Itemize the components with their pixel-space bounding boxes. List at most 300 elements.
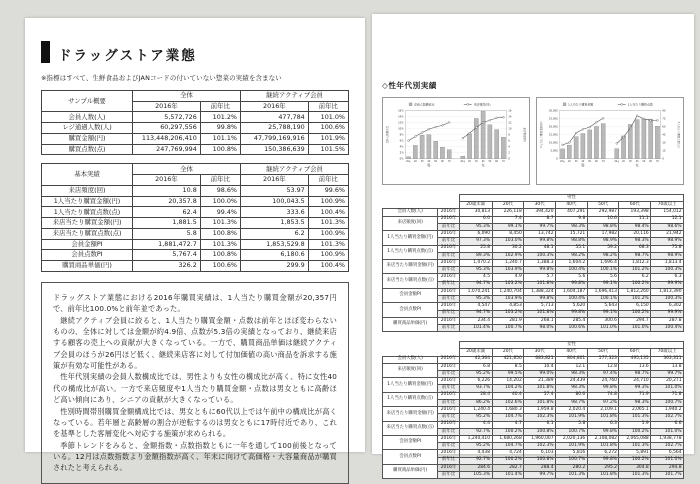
year-cell: 2016年 [438, 288, 460, 295]
year-cell: 前年比 [438, 443, 460, 450]
table-row [383, 356, 684, 363]
table-row [42, 112, 349, 123]
value-cell: 94.7% [459, 281, 492, 288]
left-page [25, 18, 365, 473]
value-cell: 5,816 [556, 450, 588, 457]
value-cell: 101.8% [524, 310, 556, 317]
value-cell: 577,323 [587, 356, 619, 363]
value-cell: 101.8% [587, 472, 619, 479]
age-column-header: 50代 [587, 202, 619, 209]
value-cell: 101.0% [619, 324, 651, 331]
svg-text:20,000: 20,000 [548, 125, 558, 129]
metric-label: 会員金額PI [383, 288, 438, 302]
value-cell: 150,386,639 [241, 144, 309, 155]
row-label: 購買金額(円) [42, 133, 133, 144]
value-cell: 98.3% [556, 385, 588, 392]
value-cell: 100.2% [492, 428, 524, 435]
value-cell: 103.9% [492, 267, 524, 274]
value-cell: 99.8% [524, 238, 556, 245]
value-cell: 100.2% [619, 310, 651, 317]
value-cell: 98.9% [651, 238, 684, 245]
svg-text:会員人数構成比: 会員人数構成比 [413, 102, 435, 107]
value-cell: 24,710 [619, 378, 651, 385]
value-cell: 1,881,472.7 [133, 239, 201, 250]
value-cell: 100.6% [200, 261, 240, 272]
value-cell: 98.3% [619, 399, 651, 406]
svg-text:男: 男 [581, 163, 585, 168]
value-cell: 6,226 [459, 378, 492, 385]
age-column-header: 70歳以上 [651, 202, 684, 209]
year-cell: 2016年 [438, 464, 460, 471]
column-group-header: 全体 [133, 164, 241, 175]
value-cell: 101.9% [308, 133, 348, 144]
metric-label: 購買商品単価(円) [383, 317, 438, 331]
age-column-header: 60代 [619, 349, 651, 356]
chart-member-composition-frequency [382, 97, 530, 185]
value-cell: 1,604,187 [556, 288, 588, 295]
svg-text:20未: 20未 [614, 159, 620, 163]
svg-text:12: 12 [508, 121, 512, 125]
value-cell: 101.3% [308, 239, 348, 250]
value-cell: 99.8% [587, 457, 619, 464]
value-cell: 17,982 [587, 231, 619, 238]
value-cell: 101.3% [200, 218, 240, 229]
svg-text:会員人数構成比: 会員人数構成比 [386, 125, 390, 144]
value-cell: 24,760 [587, 378, 619, 385]
value-cell: 1,604.2 [556, 259, 588, 266]
value-cell: 5.9 [619, 421, 651, 428]
value-cell: 4.9 [492, 274, 524, 281]
metric-label: 来店当たり購買金額(円) [383, 407, 438, 421]
value-cell: 101.2% [619, 296, 651, 303]
value-cell: 53.97 [241, 185, 309, 196]
value-cell: 281.9 [492, 317, 524, 324]
value-cell: 101.0% [651, 385, 684, 392]
value-cell: 6.8 [459, 363, 492, 370]
svg-text:30: 30 [474, 159, 478, 163]
value-cell: 71.9 [619, 392, 651, 399]
sample-summary-table [41, 90, 349, 155]
age-column-header: 20歳未満 [459, 349, 492, 356]
value-cell: 99.5% [492, 371, 524, 378]
value-cell: 1,680.3 [492, 407, 524, 414]
row-label: レジ通過人数(人) [42, 123, 133, 134]
value-cell: 6,564 [651, 450, 684, 457]
svg-text:20: 20 [622, 159, 625, 163]
value-cell: 80.6 [556, 392, 588, 399]
header-row [383, 202, 684, 209]
value-cell: 5.6 [587, 274, 619, 281]
svg-text:1人当たり購買点数: 1人当たり購買点数 [627, 102, 653, 107]
row-label: 1人当たり購買金額(円) [42, 196, 133, 207]
year-cell: 2016年 [438, 392, 460, 399]
value-cell: 100.3% [651, 267, 684, 274]
basic-results-table [41, 163, 349, 271]
value-cell: 2,065.1 [619, 407, 651, 414]
metric-label: 来店当たり購買点数(点) [383, 421, 438, 435]
value-cell: 94.7% [459, 310, 492, 317]
sub-column-header: 前年比 [308, 101, 348, 112]
value-cell: 100,043.5 [241, 196, 309, 207]
table-row [42, 133, 349, 144]
value-cell: 100.6% [556, 324, 588, 331]
value-cell: 421,850 [492, 356, 524, 363]
svg-text:30: 30 [420, 159, 424, 163]
year-cell: 前年比 [438, 371, 460, 378]
value-cell: 100.2% [619, 281, 651, 288]
svg-text:0%: 0% [399, 157, 404, 161]
value-cell: 100.7% [556, 457, 588, 464]
year-cell: 2016年 [438, 356, 460, 363]
female-age-table [382, 341, 684, 479]
age-column-header: 20代 [492, 202, 524, 209]
svg-text:4%: 4% [399, 145, 404, 149]
value-cell: 326.2 [133, 261, 201, 272]
value-cell: 71.8 [651, 392, 684, 399]
value-cell: 100.9% [308, 196, 348, 207]
value-cell: 100.7% [492, 324, 524, 331]
svg-text:60: 60 [662, 125, 666, 129]
value-cell: 99.7% [651, 371, 684, 378]
value-cell: 101.3% [619, 414, 651, 421]
value-cell: 101.5% [308, 144, 348, 155]
age-column-header: 30代 [524, 349, 556, 356]
column-group-header: 継続アクティブ会員 [241, 91, 349, 102]
value-cell: 100.8% [200, 250, 240, 261]
value-cell: 20,271 [651, 378, 684, 385]
value-cell: 5,891 [619, 450, 651, 457]
svg-text:45: 45 [662, 133, 666, 137]
svg-text:15,000: 15,000 [548, 133, 558, 137]
svg-text:16: 16 [508, 109, 512, 113]
age-column-header: 40代 [556, 202, 588, 209]
value-cell: 5,767.4 [133, 250, 201, 261]
value-cell: 1,940.2 [651, 407, 684, 414]
gender-header: 女性 [459, 342, 683, 349]
value-cell: 102.3% [524, 414, 556, 421]
year-cell: 2016年 [438, 421, 460, 428]
value-cell: 6.0 [459, 216, 492, 223]
value-cell: 100.0% [200, 196, 240, 207]
value-cell: 1,680,268 [492, 436, 524, 443]
value-cell: 24,439 [556, 378, 588, 385]
value-cell: 10.6 [587, 216, 619, 223]
value-cell: 12.1 [651, 216, 684, 223]
sub-column-header: 2016年 [241, 101, 309, 112]
year-cell: 2016年 [438, 259, 460, 266]
value-cell: 101.0% [651, 457, 684, 464]
year-cell: 2016年 [438, 378, 460, 385]
value-cell: 10.4 [524, 363, 556, 370]
table-row [42, 185, 349, 196]
svg-text:4: 4 [508, 145, 510, 149]
value-cell: 100.8% [524, 428, 556, 435]
svg-text:1人当たり購買金額: 1人当たり購買金額 [567, 102, 594, 107]
value-cell: 99.8% [556, 310, 588, 317]
value-cell: 101.3% [308, 218, 348, 229]
year-cell: 前年比 [438, 428, 460, 435]
table-head [383, 195, 684, 209]
value-cell: 12.8 [587, 363, 619, 370]
value-cell: 6,180.6 [241, 250, 309, 261]
value-cell: 1,696,413 [587, 288, 619, 295]
svg-text:15: 15 [662, 149, 666, 153]
value-cell: 104.7% [492, 414, 524, 421]
year-cell: 前年比 [438, 310, 460, 317]
value-cell: 282.7 [492, 464, 524, 471]
table-row [383, 363, 684, 370]
table-row [383, 288, 684, 295]
value-cell: 102.7% [651, 414, 684, 421]
value-cell: 74.8 [587, 392, 619, 399]
value-cell: 13,742 [524, 231, 556, 238]
svg-text:0: 0 [556, 157, 558, 161]
value-cell: 100.3% [651, 296, 684, 303]
table-row [383, 259, 684, 266]
value-cell: 683,821 [524, 356, 556, 363]
value-cell: 477,784 [241, 112, 309, 123]
value-cell: 101.4% [459, 324, 492, 331]
value-cell: 102.3% [524, 443, 556, 450]
table-row [383, 231, 684, 238]
row-label: 購買商品単価(円) [42, 261, 133, 272]
value-cell: 1,959.8 [524, 407, 556, 414]
value-cell: 6.1 [524, 421, 556, 428]
value-cell: 100.2% [619, 428, 651, 435]
value-cell: 99.4% [200, 207, 240, 218]
svg-text:14: 14 [508, 115, 512, 119]
value-cell: 8.7 [524, 216, 556, 223]
value-cell: 100.2% [492, 457, 524, 464]
value-cell: 288.4 [524, 464, 556, 471]
table-row [42, 239, 349, 250]
value-cell: 99.8% [556, 281, 588, 288]
table-body [383, 209, 684, 332]
year-cell: 前年比 [438, 223, 460, 230]
value-cell: 268.1 [524, 317, 556, 324]
year-cell: 前年比 [438, 238, 460, 245]
title-marker-bar-icon [41, 41, 50, 63]
metric-label: 会員人数(人) [383, 209, 438, 216]
value-cell: 4.7 [492, 421, 524, 428]
value-cell: 99.9% [651, 281, 684, 288]
value-cell: 75.8 [651, 245, 684, 252]
table-row [42, 123, 349, 134]
section-title-block [41, 44, 349, 64]
value-cell: 99.7% [524, 223, 556, 230]
value-cell: 48.1 [524, 245, 556, 252]
value-cell: 294.7 [619, 317, 651, 324]
section-heading: ◇性年代別実績 [382, 81, 437, 90]
value-cell: 1,388,324 [524, 288, 556, 295]
value-cell: 14,202 [492, 378, 524, 385]
value-cell: 1,813,390 [651, 288, 684, 295]
value-cell: 6,272 [587, 450, 619, 457]
value-cell: 394,420 [524, 209, 556, 216]
age-column-header: 50代 [587, 349, 619, 356]
bar-line-chart [383, 98, 529, 184]
value-cell: 98.8% [556, 238, 588, 245]
value-cell: 1,240,410 [459, 436, 492, 443]
svg-text:1人当たり購買金額(円): 1人当たり購買金額(円) [540, 121, 544, 148]
age-column-header: 30代 [524, 202, 556, 209]
header-row [383, 349, 684, 356]
value-cell: 95.2% [459, 443, 492, 450]
value-cell: 6,090 [459, 231, 492, 238]
svg-text:来店頻度(回): 来店頻度(回) [473, 102, 491, 107]
value-cell: 99.1% [492, 223, 524, 230]
value-cell: 103.9% [492, 296, 524, 303]
charts-row [382, 97, 684, 185]
ghost-cell [383, 195, 460, 202]
value-cell: 101.9% [556, 443, 588, 450]
value-cell: 2,020.4 [556, 407, 588, 414]
value-cell: 284.6 [459, 464, 492, 471]
year-cell: 前年比 [438, 414, 460, 421]
value-cell: 100.3% [524, 252, 556, 259]
header-row [383, 342, 684, 349]
value-cell: 103.0% [492, 238, 524, 245]
value-cell: 101.8% [524, 399, 556, 406]
year-cell: 前年比 [438, 385, 460, 392]
value-cell: 100.8% [200, 228, 240, 239]
table-row [383, 464, 684, 471]
value-cell: 1,240.4 [459, 407, 492, 414]
value-cell: 20,357.8 [133, 196, 201, 207]
svg-text:2%: 2% [399, 151, 404, 155]
value-cell: 98.0% [524, 324, 556, 331]
value-cell: 100.7% [556, 428, 588, 435]
value-cell: 21,389 [524, 378, 556, 385]
value-cell: 98.6% [651, 223, 684, 230]
sub-column-header: 前年比 [308, 175, 348, 186]
sub-column-header: 前年比 [200, 175, 240, 186]
value-cell: 102.7% [651, 443, 684, 450]
row-label: 来店当たり購買点数(点) [42, 228, 133, 239]
value-cell: 2,065,088 [619, 436, 651, 443]
table-body [42, 112, 349, 155]
value-cell: 304.8 [619, 464, 651, 471]
value-cell: 98.9% [587, 238, 619, 245]
svg-text:2: 2 [508, 151, 510, 155]
value-cell: 1,070.2 [459, 259, 492, 266]
table-head [42, 91, 349, 112]
value-cell: 2,108,082 [587, 436, 619, 443]
year-cell: 2016年 [438, 216, 460, 223]
column-group-header: 継続アクティブ会員 [241, 164, 349, 175]
metric-label: 1人当たり購買金額(円) [383, 231, 438, 245]
table-row [383, 421, 684, 428]
value-cell: 98.2% [587, 252, 619, 259]
value-cell: 97.2% [587, 399, 619, 406]
value-cell: 333.6 [241, 207, 309, 218]
metric-label: 会員金額PI [383, 436, 438, 450]
commentary-paragraph: 季節トレンドをみると、金額指数・点数指数ともに一年を通して100前後となっている。12月は点数指数より金額指数が高く、年末に向けて高価格・大容量商品が購買されたと考えられる。 [53, 440, 337, 473]
table-row [383, 392, 684, 399]
value-cell: 100.8% [524, 457, 556, 464]
value-cell: 5.7 [524, 274, 556, 281]
table-title-cell: サンプル概要 [42, 91, 133, 112]
value-cell: 1,240.7 [492, 259, 524, 266]
value-cell: 9.8 [556, 216, 588, 223]
year-cell: 前年比 [438, 281, 460, 288]
table-row [42, 250, 349, 261]
value-cell: 86.2% [459, 399, 492, 406]
sub-column-header: 2016年 [241, 175, 309, 186]
value-cell: 1,813.4 [651, 259, 684, 266]
value-cell: 99.8% [524, 267, 556, 274]
value-cell: 95.3% [459, 267, 492, 274]
value-cell: 93.7% [459, 385, 492, 392]
svg-text:60: 60 [595, 159, 598, 163]
value-cell: 7.4 [492, 216, 524, 223]
value-cell: 285.4 [556, 317, 588, 324]
value-cell: 105.3% [459, 472, 492, 479]
svg-text:8: 8 [508, 133, 510, 137]
value-cell: 98.3% [619, 238, 651, 245]
row-label: 会員点数PI [42, 250, 133, 261]
svg-text:40: 40 [481, 159, 485, 163]
column-group-header: 全体 [133, 91, 241, 102]
metric-label: 会員点数PI [383, 450, 438, 464]
value-cell: 101.9% [556, 414, 588, 421]
value-cell: 292,987 [587, 209, 619, 216]
svg-text:30: 30 [628, 159, 632, 163]
svg-text:40: 40 [635, 159, 639, 163]
year-cell: 前年比 [438, 399, 460, 406]
value-cell: 226,118 [492, 209, 524, 216]
value-cell: 68.3 [619, 245, 651, 252]
value-cell: 99.0% [524, 371, 556, 378]
value-cell: 5,572,726 [133, 112, 201, 123]
value-cell: 98.4% [619, 223, 651, 230]
commentary-paragraph: ドラッグストア業態における2016年購買実績は、1人当たり購買金額が20,357円で、前年比100.0%と前年並であった。 [53, 292, 337, 314]
year-cell: 前年比 [438, 252, 460, 259]
table-row [42, 218, 349, 229]
value-cell: 4.4 [459, 421, 492, 428]
value-cell: 30.2 [492, 245, 524, 252]
value-cell: 101.8% [524, 385, 556, 392]
value-cell: 1,070,241 [459, 288, 492, 295]
value-cell: 10.8 [133, 185, 201, 196]
svg-text:5,000: 5,000 [550, 149, 558, 153]
value-cell: 101.7% [651, 472, 684, 479]
ghost-cell [383, 349, 460, 356]
male-age-table [382, 194, 684, 332]
value-cell: 98.6% [200, 185, 240, 196]
svg-text:20未: 20未 [560, 159, 566, 163]
value-cell: 101.8% [587, 414, 619, 421]
year-cell: 2016年 [438, 245, 460, 252]
year-cell: 2016年 [438, 436, 460, 443]
svg-text:6: 6 [508, 139, 510, 143]
value-cell: 101.3% [556, 472, 588, 479]
value-cell: 5,620 [556, 303, 588, 310]
row-label: 会員金額PI [42, 239, 133, 250]
value-cell: 42,364 [459, 356, 492, 363]
value-cell: 101.8% [524, 281, 556, 288]
value-cell: 295.2 [587, 464, 619, 471]
row-label: 購買点数(点) [42, 144, 133, 155]
svg-text:8%: 8% [399, 133, 404, 137]
year-cell: 2016年 [438, 363, 460, 370]
year-cell: 2016年 [438, 317, 460, 324]
value-cell: 1,812.3 [619, 259, 651, 266]
value-cell: 101.8% [587, 443, 619, 450]
value-cell: 2,020,136 [556, 436, 588, 443]
metric-label: 購買商品単価(円) [383, 464, 438, 478]
value-cell: 99.8% [587, 385, 619, 392]
